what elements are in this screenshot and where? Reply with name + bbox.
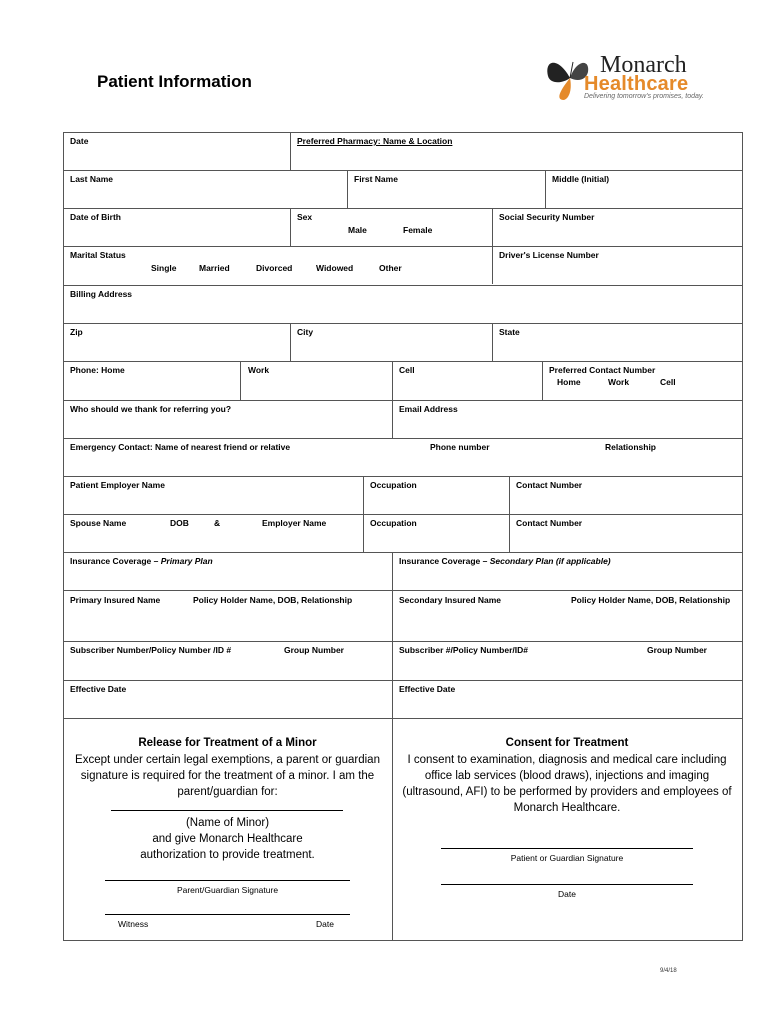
primary-group-number-field[interactable]: Group Number: [284, 645, 344, 655]
release-text-2: signature is required for the treatment of a minor. I am the: [80, 770, 375, 782]
page-title: Patient Information: [97, 72, 252, 91]
marital-option-widowed[interactable]: Widowed: [316, 263, 354, 273]
patient-signature-line[interactable]: [441, 848, 693, 849]
release-text-3: parent/guardian for:: [177, 786, 278, 798]
phone-home-field[interactable]: Phone: Home: [70, 365, 125, 375]
marital-option-married[interactable]: Married: [199, 263, 230, 273]
emergency-contact-field[interactable]: Emergency Contact: Name of nearest friend or relative: [70, 442, 291, 452]
consent-date-label: Date: [558, 889, 576, 899]
logo-name-top: Monarch: [600, 52, 687, 78]
consent-date-line[interactable]: [441, 884, 693, 885]
email-address-field[interactable]: Email Address: [399, 404, 458, 414]
release-title: Release for Treatment of a Minor: [138, 737, 317, 749]
primary-insured-name-field[interactable]: Primary Insured Name: [70, 595, 161, 605]
spouse-occupation-field[interactable]: Occupation: [370, 518, 417, 528]
spouse-name-field[interactable]: Spouse Name: [70, 518, 127, 528]
occupation-field[interactable]: Occupation: [370, 480, 417, 490]
release-text-5: and give Monarch Healthcare: [152, 833, 303, 845]
guardian-signature-label: Parent/Guardian Signature: [176, 885, 279, 895]
release-text-1: Except under certain legal exemptions, a parent or guardian: [75, 754, 380, 766]
consent-text-3: (ultrasound, AFI) to be performed by providers and employees of: [402, 786, 732, 798]
primary-insurance-heading: Insurance Coverage – Primary Plan: [70, 556, 213, 566]
sex-label: Sex: [297, 212, 313, 222]
guardian-signature-line[interactable]: [105, 880, 350, 881]
spouse-dob-field[interactable]: DOB: [170, 518, 189, 528]
revision-date: 9/4/18: [660, 968, 677, 974]
release-text-6: authorization to provide treatment.: [140, 849, 315, 861]
last-name-field[interactable]: Last Name: [70, 174, 113, 184]
billing-address-field[interactable]: Billing Address: [70, 289, 133, 299]
phone-cell-field[interactable]: Cell: [399, 365, 415, 375]
secondary-effective-date-field[interactable]: Effective Date: [399, 684, 456, 694]
consent-text-1: I consent to examination, diagnosis and medical care including: [407, 754, 727, 766]
consent-text-4: Monarch Healthcare.: [513, 802, 621, 814]
witness-line[interactable]: [105, 914, 350, 915]
patient-signature-label: Patient or Guardian Signature: [510, 853, 624, 863]
consent-title: Consent for Treatment: [505, 737, 629, 749]
name-of-minor-label: (Name of Minor): [185, 817, 270, 829]
logo-tagline: Delivering tomorrow's promises, today.: [584, 93, 704, 100]
middle-initial-field[interactable]: Middle (Initial): [552, 174, 610, 184]
first-name-field[interactable]: First Name: [354, 174, 398, 184]
spouse-employer-field[interactable]: Employer Name: [262, 518, 327, 528]
logo-name-bottom: Healthcare: [584, 73, 689, 95]
preferred-contact-label: Preferred Contact Number: [549, 365, 656, 375]
preferred-contact-home[interactable]: Home: [557, 377, 581, 387]
date-field[interactable]: Date: [70, 136, 89, 146]
primary-policy-holder-field[interactable]: Policy Holder Name, DOB, Relationship: [193, 595, 353, 605]
marital-status-label: Marital Status: [70, 250, 126, 260]
marital-option-single[interactable]: Single: [151, 263, 177, 273]
minor-name-line[interactable]: [111, 810, 343, 811]
primary-subscriber-number-field[interactable]: Subscriber Number/Policy Number /ID #: [70, 645, 232, 655]
marital-option-divorced[interactable]: Divorced: [256, 263, 293, 273]
secondary-policy-holder-field[interactable]: Policy Holder Name, DOB, Relationship: [571, 595, 731, 605]
referral-field[interactable]: Who should we thank for referring you?: [70, 404, 232, 414]
emergency-relationship-field[interactable]: Relationship: [605, 442, 657, 452]
preferred-contact-work[interactable]: Work: [608, 377, 630, 387]
spouse-contact-number-field[interactable]: Contact Number: [516, 518, 583, 528]
date-of-birth-field[interactable]: Date of Birth: [70, 212, 121, 222]
witness-label: Witness: [118, 919, 149, 929]
city-field[interactable]: City: [297, 327, 314, 337]
phone-work-field[interactable]: Work: [248, 365, 270, 375]
emergency-phone-field[interactable]: Phone number: [430, 442, 490, 452]
secondary-group-number-field[interactable]: Group Number: [647, 645, 707, 655]
ampersand-label: &: [214, 518, 221, 528]
drivers-license-field[interactable]: Driver's License Number: [499, 250, 599, 260]
primary-effective-date-field[interactable]: Effective Date: [70, 684, 127, 694]
release-date-label: Date: [316, 919, 334, 929]
secondary-insurance-heading: Insurance Coverage – Secondary Plan (if applicable): [399, 556, 611, 566]
social-security-number-field[interactable]: Social Security Number: [499, 212, 595, 222]
zip-field[interactable]: Zip: [70, 327, 83, 337]
employer-name-field[interactable]: Patient Employer Name: [70, 480, 165, 490]
sex-option-male[interactable]: Male: [348, 225, 367, 235]
contact-number-field[interactable]: Contact Number: [516, 480, 583, 490]
sex-option-female[interactable]: Female: [403, 225, 433, 235]
secondary-subscriber-number-field[interactable]: Subscriber #/Policy Number/ID#: [399, 645, 528, 655]
secondary-insured-name-field[interactable]: Secondary Insured Name: [399, 595, 502, 605]
preferred-pharmacy-field[interactable]: Preferred Pharmacy: Name & Location: [297, 136, 453, 146]
preferred-contact-cell[interactable]: Cell: [660, 377, 676, 387]
consent-text-2: office lab services (blood draws), injections and imaging: [424, 770, 710, 782]
state-field[interactable]: State: [499, 327, 520, 337]
marital-option-other[interactable]: Other: [379, 263, 402, 273]
